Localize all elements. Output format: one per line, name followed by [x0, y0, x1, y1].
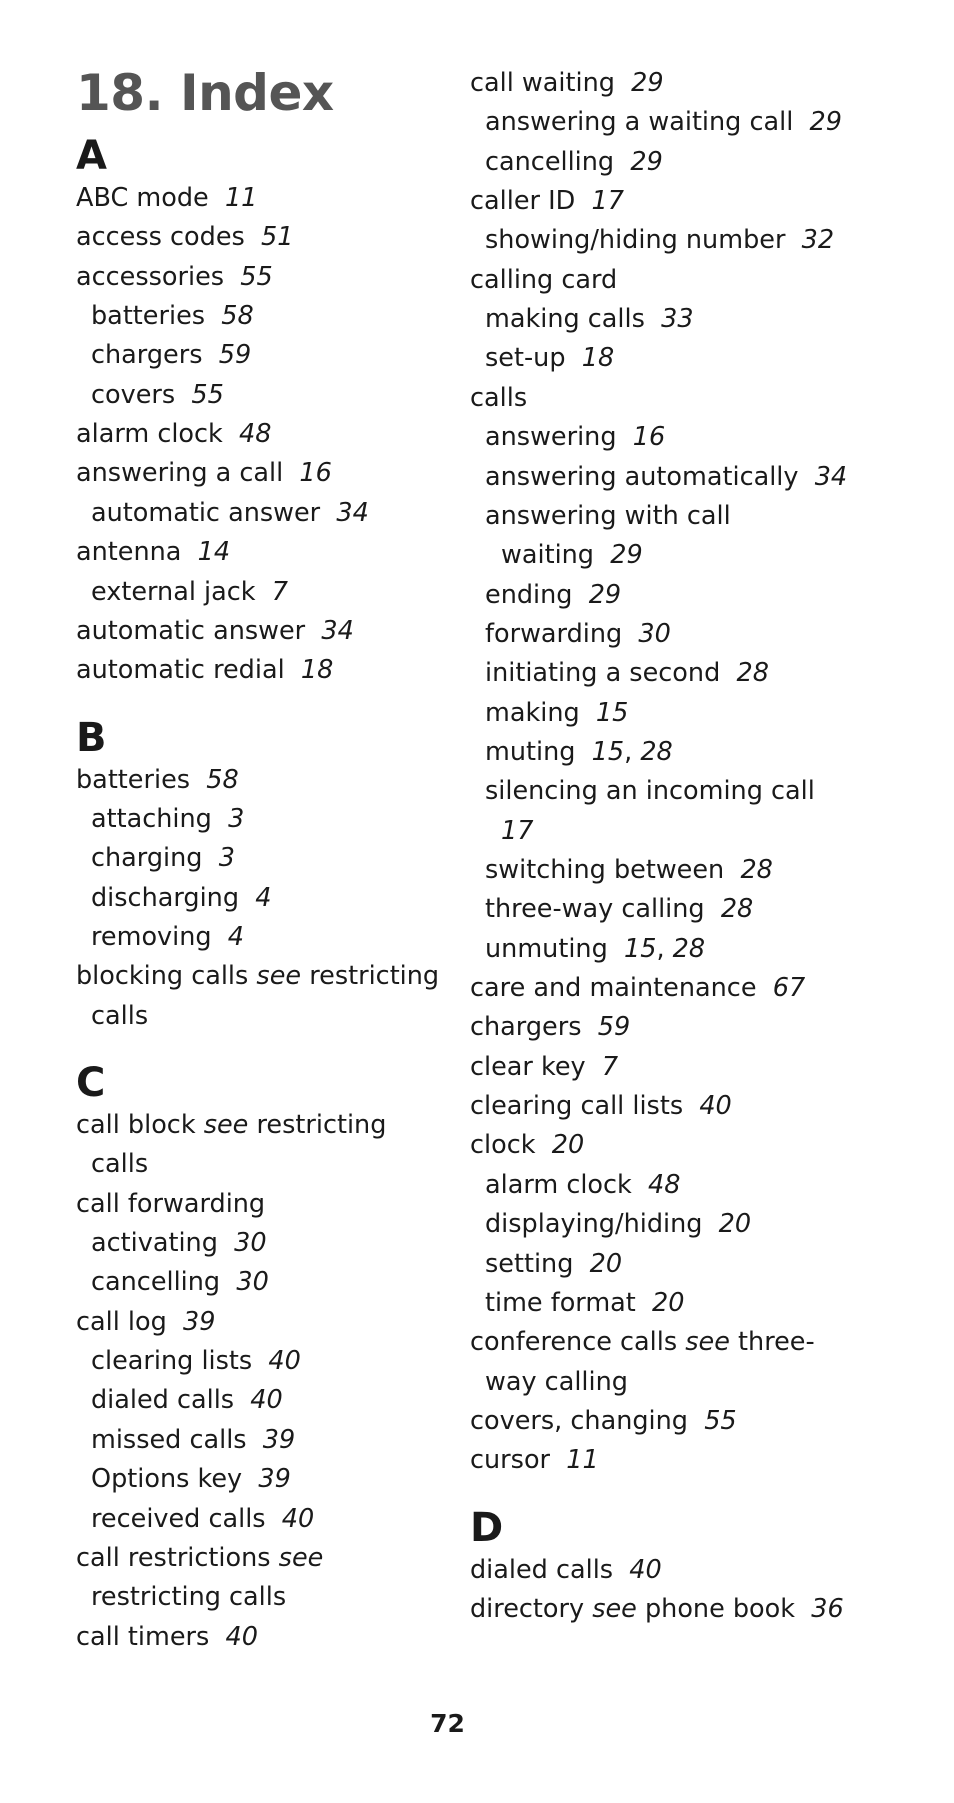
index-entry	[76, 418, 271, 450]
index-subentry	[470, 697, 628, 729]
entry-term: automatic answer	[91, 497, 321, 528]
page-number: 72	[430, 1709, 465, 1738]
page-ref: 30	[234, 1228, 267, 1259]
index-entry	[76, 764, 239, 796]
page-ref: 29	[610, 540, 643, 571]
index-subentry	[470, 815, 533, 847]
entry-term: way calling	[485, 1366, 628, 1397]
entry-term: calls	[91, 1149, 149, 1180]
index-subentry	[470, 303, 694, 335]
index-subentry	[76, 1384, 283, 1416]
page-ref: 58	[206, 764, 239, 795]
entry-term: silencing an incoming call	[485, 776, 815, 807]
index-entry	[470, 382, 527, 414]
index-subentry	[470, 146, 663, 178]
entry-term: call waiting	[470, 68, 615, 98]
index-subentry	[76, 497, 369, 529]
entry-term: unmuting	[485, 933, 608, 964]
page-ref: 30	[638, 618, 671, 649]
page-ref: 18	[581, 343, 615, 374]
page-ref: 20	[718, 1209, 752, 1240]
entry-term: call block	[76, 1110, 196, 1140]
page-ref: 30	[236, 1267, 269, 1298]
page-ref: 28	[640, 736, 673, 767]
see-target: restricting	[256, 1110, 387, 1140]
page-ref: 20	[652, 1287, 685, 1318]
index-entry	[76, 261, 273, 293]
page-ref: 11	[566, 1445, 599, 1476]
entry-term: answering a call	[76, 458, 284, 489]
index-entry	[470, 1011, 630, 1043]
index-subentry	[76, 1503, 314, 1535]
see-reference: see	[203, 1110, 249, 1140]
page-ref: 15	[623, 933, 657, 964]
page-ref: 29	[588, 579, 622, 610]
entry-term: call timers	[76, 1621, 210, 1652]
index-entry	[470, 1405, 737, 1437]
entry-term: three-way calling	[485, 894, 705, 925]
page-ref: 16	[299, 458, 332, 489]
section-letter-c: C	[76, 1060, 106, 1106]
entry-term: antenna	[76, 537, 182, 568]
see-target: three-	[738, 1327, 815, 1358]
entry-term: chargers	[91, 340, 203, 371]
page-ref: 34	[336, 497, 369, 528]
entry-term: accessories	[76, 261, 225, 292]
index-subentry	[470, 342, 614, 374]
page-ref: 55	[240, 261, 273, 292]
index-subentry	[76, 1345, 301, 1377]
entry-term: clear key	[470, 1051, 586, 1082]
index-entry	[76, 1542, 323, 1574]
entry-term: Options key	[91, 1464, 243, 1495]
entry-term: muting	[485, 736, 576, 767]
index-entry	[470, 264, 617, 296]
entry-term: discharging	[91, 882, 240, 913]
see-reference: see	[685, 1327, 730, 1358]
entry-term: time format	[485, 1287, 636, 1318]
index-entry	[470, 1554, 662, 1586]
index-entry	[470, 1129, 584, 1161]
index-subentry	[470, 1208, 751, 1240]
index-entry	[76, 1109, 386, 1141]
page-ref: 36	[811, 1593, 844, 1624]
page-ref: 17	[501, 815, 534, 846]
page-ref: 20	[589, 1248, 623, 1279]
entry-term: calls	[470, 382, 528, 413]
index-subentry	[470, 657, 769, 689]
page-ref: 4	[255, 882, 272, 913]
page-ref: 48	[239, 419, 272, 450]
page-ref: 55	[704, 1405, 737, 1436]
page-ref: 59	[597, 1012, 631, 1043]
entry-term: external jack	[91, 576, 256, 607]
page-ref: 51	[261, 222, 294, 253]
page-ref: 29	[630, 146, 663, 177]
index-subentry	[76, 1463, 291, 1495]
entry-term: directory	[470, 1593, 585, 1624]
entry-term: cancelling	[485, 146, 615, 177]
index-entry	[470, 1090, 732, 1122]
index-subentry	[470, 421, 665, 453]
index-entry	[76, 221, 294, 253]
index-subentry	[470, 500, 731, 532]
index-entry	[470, 972, 805, 1004]
index-subentry: muting 15, 28	[485, 736, 673, 767]
entry-term: showing/hiding number	[485, 225, 786, 256]
entry-term: activating	[91, 1228, 218, 1259]
index-subentry	[470, 461, 847, 493]
section-letter-b: B	[76, 714, 107, 761]
page-ref: 20	[551, 1130, 585, 1161]
entry-term: calling card	[470, 264, 618, 295]
index-subentry	[76, 1424, 295, 1456]
entry-term: chargers	[470, 1012, 582, 1043]
entry-term: clock	[470, 1130, 536, 1161]
page-ref: 7	[601, 1051, 619, 1082]
entry-term: restricting calls	[91, 1582, 287, 1613]
page-ref: 40	[281, 1503, 315, 1534]
index-entry	[470, 185, 624, 217]
index-subentry	[470, 579, 621, 611]
index-subentry	[76, 921, 244, 953]
index-subentry	[470, 106, 842, 138]
page-ref: 58	[221, 301, 254, 332]
index-entry	[76, 182, 257, 214]
entry-term: automatic redial	[76, 655, 285, 686]
page-ref: 28	[736, 658, 769, 689]
index-subentry	[76, 379, 224, 411]
entry-term: charging	[91, 843, 203, 874]
entry-term: waiting	[501, 540, 594, 571]
entry-term: call restrictions	[76, 1542, 271, 1573]
index-entry	[470, 1051, 618, 1083]
page-ref: 33	[661, 304, 694, 335]
index-subentry	[470, 539, 643, 571]
page-ref: 34	[321, 615, 354, 646]
entry-term: access codes	[76, 222, 245, 253]
page-ref: 39	[262, 1424, 296, 1455]
page-ref: 14	[197, 537, 231, 568]
page-ref: 29	[809, 107, 842, 138]
entry-term: call log	[76, 1306, 167, 1337]
index-entry	[76, 536, 230, 568]
entry-term: setting	[485, 1248, 574, 1279]
entry-term: displaying/hiding	[485, 1209, 703, 1240]
page-ref: 67	[772, 973, 806, 1004]
index-entry	[76, 457, 332, 489]
page-ref: 48	[648, 1169, 681, 1200]
entry-term: attaching	[91, 803, 212, 834]
entry-term: set-up	[485, 343, 566, 374]
entry-term: making calls	[485, 304, 645, 335]
entry-term: dialed calls	[470, 1554, 614, 1585]
section-letter-a: A	[76, 133, 107, 179]
entry-term: care and maintenance	[470, 973, 757, 1004]
entry-term: clearing lists	[91, 1346, 253, 1377]
page-ref: 40	[699, 1091, 732, 1122]
page-ref: 18	[300, 655, 334, 686]
index-entry	[76, 615, 354, 647]
entry-term: conference calls	[470, 1327, 678, 1358]
index-entry	[470, 1593, 844, 1625]
index-subentry	[470, 775, 815, 807]
index-subentry	[470, 1248, 622, 1280]
index-subentry	[470, 224, 834, 256]
index-subentry	[76, 300, 254, 332]
page-ref: 40	[268, 1346, 301, 1377]
index-subentry	[76, 1000, 148, 1032]
entry-term: ABC mode	[76, 183, 209, 213]
index-entry	[76, 1306, 215, 1338]
page-ref: 29	[631, 68, 664, 98]
see-target: restricting	[309, 961, 440, 992]
index-entry	[470, 1444, 599, 1476]
page-ref: 39	[183, 1306, 216, 1337]
entry-term: covers	[91, 379, 176, 410]
index-subentry	[470, 1366, 628, 1398]
entry-term: missed calls	[91, 1424, 247, 1455]
see-reference: see	[256, 961, 302, 992]
page-ref: 15	[595, 697, 629, 728]
entry-term: making	[485, 697, 580, 728]
page-ref: 34	[814, 461, 848, 492]
entry-term: clearing call lists	[470, 1091, 684, 1122]
entry-term: covers, changing	[470, 1405, 688, 1436]
index-entry	[76, 960, 439, 992]
entry-term: call forwarding	[76, 1188, 266, 1219]
page-ref: 40	[250, 1385, 283, 1416]
page-ref: 3	[228, 803, 245, 834]
page-ref: 28	[672, 933, 706, 964]
index-subentry	[470, 893, 753, 925]
entry-term: removing	[91, 921, 212, 952]
index-entry	[470, 67, 664, 99]
entry-term: cancelling	[91, 1267, 221, 1298]
see-reference: see	[278, 1542, 324, 1573]
page-ref: 28	[720, 894, 754, 925]
entry-term: batteries	[91, 301, 206, 332]
entry-term: alarm clock	[76, 419, 223, 450]
index-subentry	[76, 842, 235, 874]
section-letter-d: D	[470, 1504, 504, 1551]
page-ref: 39	[258, 1464, 291, 1495]
index-subentry	[76, 1581, 286, 1613]
page-ref: 4	[227, 921, 245, 952]
page-ref: 3	[218, 843, 235, 874]
page-ref: 40	[225, 1621, 258, 1652]
entry-term: batteries	[76, 764, 191, 795]
page-ref: 11	[224, 183, 258, 213]
index-subentry	[76, 339, 251, 371]
page-title: 18. Index	[76, 64, 334, 122]
see-target: phone book	[644, 1593, 796, 1624]
entry-term: answering	[485, 422, 617, 453]
index-subentry	[76, 1148, 148, 1180]
index-entry	[470, 1326, 815, 1358]
entry-term: answering a waiting call	[485, 107, 794, 138]
entry-term: answering automatically	[485, 461, 799, 492]
index-subentry	[470, 618, 671, 650]
entry-term: forwarding	[485, 618, 623, 649]
index-subentry: unmuting 15, 28	[485, 933, 706, 964]
page-ref: 59	[218, 340, 252, 371]
entry-term: automatic answer	[76, 615, 306, 646]
index-subentry	[76, 576, 288, 608]
index-subentry	[470, 1169, 680, 1201]
entry-term: cursor	[470, 1445, 551, 1476]
page-ref: 17	[591, 186, 624, 217]
index-entry	[76, 1188, 265, 1220]
entry-term: alarm clock	[485, 1169, 632, 1200]
entry-term: calls	[91, 1000, 149, 1031]
page-ref: 32	[801, 225, 835, 256]
entry-term: blocking calls	[76, 961, 249, 992]
page-ref: 55	[191, 379, 224, 410]
entry-term: dialed calls	[91, 1385, 235, 1416]
index-subentry	[76, 1227, 267, 1259]
see-reference: see	[592, 1593, 637, 1624]
entry-term: answering with call	[485, 500, 731, 531]
index-subentry	[76, 1266, 269, 1298]
index-subentry	[76, 882, 271, 914]
index-subentry	[470, 854, 773, 886]
page-ref: 40	[629, 1554, 662, 1585]
entry-term: initiating a second	[485, 658, 721, 689]
page-ref: 15	[591, 736, 625, 767]
entry-term: received calls	[91, 1503, 266, 1534]
entry-term: ending	[485, 579, 573, 610]
index-subentry	[470, 1287, 684, 1319]
entry-term: switching between	[485, 855, 725, 885]
entry-term: caller ID	[470, 186, 576, 217]
index-subentry	[76, 803, 244, 835]
page-ref: 28	[740, 855, 773, 885]
page-ref: 16	[632, 422, 666, 453]
index-entry	[76, 654, 333, 686]
page-ref: 7	[271, 576, 288, 607]
index-entry	[76, 1621, 258, 1653]
